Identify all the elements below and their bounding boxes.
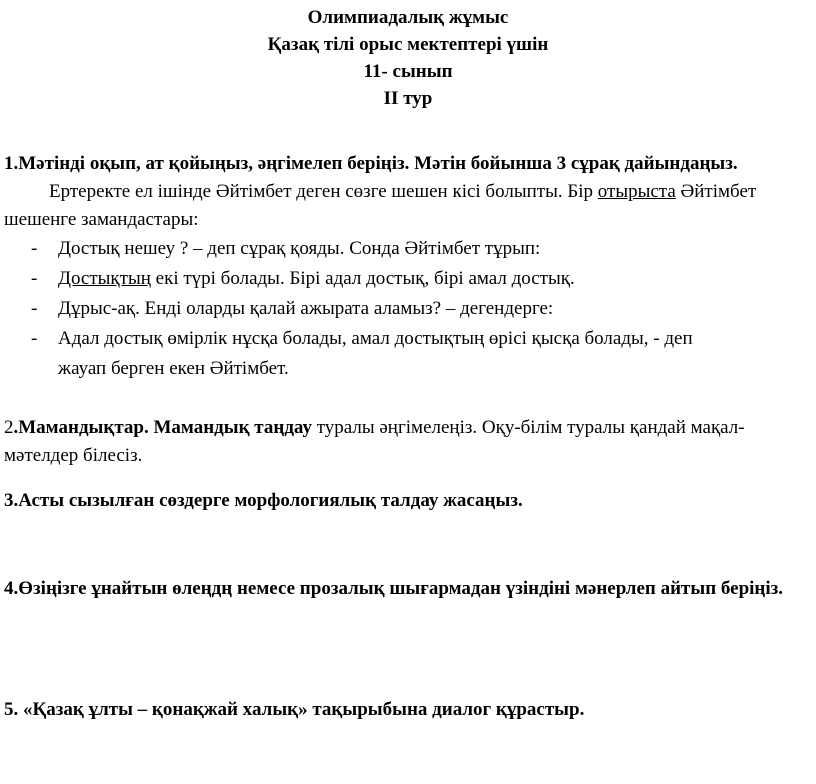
- dash-marker: -: [31, 268, 38, 289]
- list-item: [4, 324, 804, 384]
- paragraph-text-end: Әйтімбет шешенге замандастары:: [4, 181, 757, 230]
- header-grade: 11- сынып: [363, 61, 453, 82]
- header-title: Олимпиадалық жұмыс: [307, 7, 509, 28]
- paragraph-text-start: Ертеректе ел ішінде Әйтімбет деген сөзге шешен кісі болыпты. Бір: [49, 181, 598, 202]
- list-item-text: Достық нешеу ? – деп сұрақ қояды. Сонда Әйтімбет тұрып:: [58, 238, 541, 259]
- list-item-text: Дұрыс-ақ. Енді оларды қалай ажырата аламыз? – дегендерге:: [58, 298, 554, 319]
- task-2-number: 2: [4, 417, 14, 438]
- header-round: ІІ тур: [383, 88, 433, 109]
- list-item: [4, 264, 804, 294]
- task-4: 4.Өзіңізге ұнайтын өлеңдң немесе прозалық шығармадан үзіндіні мәнерлеп айтып беріңіз.: [4, 578, 784, 599]
- document-header: [0, 4, 816, 112]
- task-2-heading: .Мамандықтар. Мамандық таңдау: [13, 417, 312, 438]
- task-2-text: туралы әңгімелеңіз. Оқу-білім туралы қандай мақал-мәтелдер білесіз.: [4, 417, 745, 466]
- list-item-text: екі түрі болады. Бірі адал достық, бірі амал достық.: [150, 268, 575, 289]
- list-item: [4, 234, 804, 264]
- dash-marker: -: [31, 298, 38, 319]
- dash-marker: -: [31, 328, 38, 349]
- dialogue-list: [4, 234, 804, 384]
- task-2: [4, 414, 794, 470]
- task-1: [4, 150, 804, 384]
- list-item-text-continued: жауап берген екен Әйтімбет.: [58, 358, 289, 379]
- list-item-text: Адал достық өмірлік нұсқа болады, амал достықтың өрісі қысқа болады, - деп: [58, 328, 693, 349]
- dash-marker: -: [31, 238, 38, 259]
- list-item: [4, 294, 804, 324]
- task-1-heading: 1.Мәтінді оқып, ат қойыңыз, әңгімелеп беріңіз. Мәтін бойынша 3 сұрақ дайындаңыз.: [4, 153, 738, 174]
- task-1-paragraph: [4, 178, 804, 234]
- task-3: 3.Асты сызылған сөздерге морфологиялық талдау жасаңыз.: [4, 490, 523, 511]
- underlined-word-otyrysta: отырыста: [597, 181, 676, 202]
- header-subtitle: Қазақ тілі орыс мектептері үшін: [267, 34, 549, 55]
- underlined-word-dostyktyn: Достықтың: [58, 268, 151, 289]
- task-5: 5. «Қазақ ұлты – қонақжай халық» тақырыбына диалог құрастыр.: [4, 699, 585, 720]
